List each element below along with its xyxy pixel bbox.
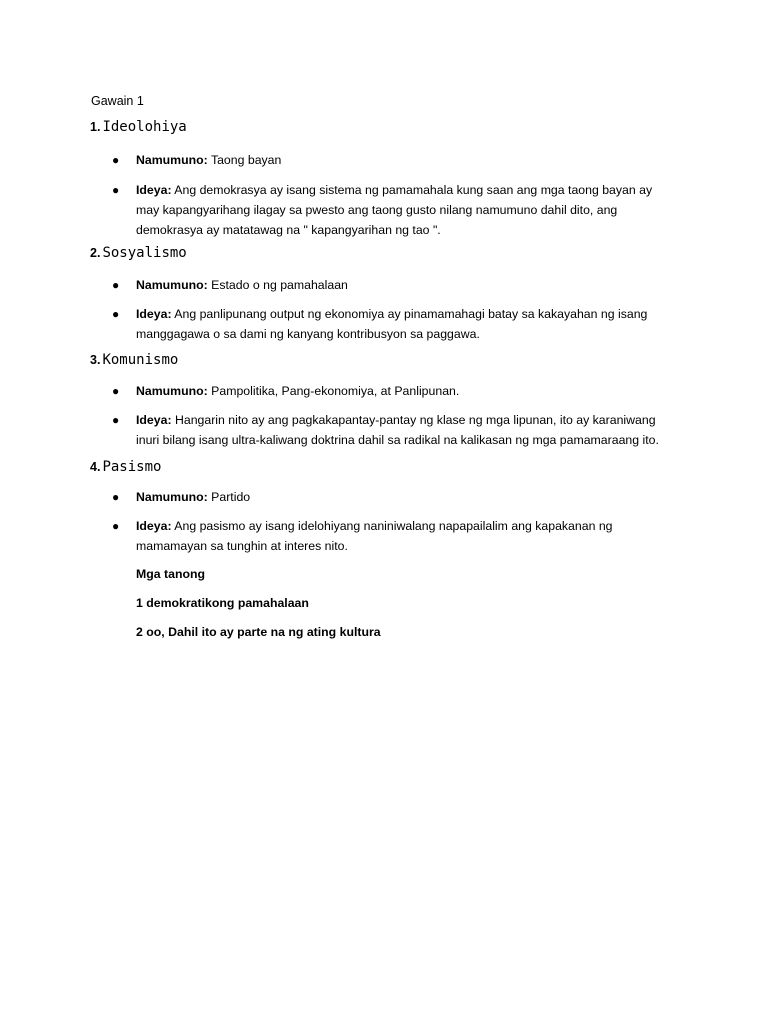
leader-item-1 bbox=[112, 150, 682, 170]
leader-item-4 bbox=[112, 487, 682, 507]
section-title: Pasismo bbox=[102, 459, 162, 475]
idea-item-2 bbox=[112, 304, 682, 344]
idea-line: Ang demokrasya ay isang sistema ng pamamahala kung saan ang mga taong bayan ay bbox=[174, 183, 653, 197]
idea-line: manggagawa o sa dami ng kanyang kontribusyon sa paggawa. bbox=[136, 327, 480, 341]
leader-text: Partido bbox=[211, 490, 251, 504]
leader-label: Namumuno: bbox=[136, 278, 208, 292]
section-heading-4 bbox=[90, 458, 161, 476]
idea-line: Ang panlipunang output ng ekonomiya ay pinamamahagi batay sa kakayahan ng isang bbox=[174, 307, 648, 321]
idea-line: inuri bilang isang ultra-kaliwang doktrina dahil sa radikal na kalikasan ng mga pamamaraang ito. bbox=[136, 433, 659, 447]
bullet-icon: ● bbox=[112, 413, 120, 427]
section-number: 3. bbox=[90, 353, 101, 367]
idea-line: mamamayan sa tunghin at interes nito. bbox=[136, 539, 348, 553]
leader-item-3 bbox=[112, 381, 682, 401]
bullet-icon: ● bbox=[112, 153, 120, 167]
section-heading-1 bbox=[90, 118, 187, 136]
answer-2: 2 oo, Dahil ito ay parte na ng ating kultura bbox=[136, 625, 381, 639]
section-title: Sosyalismo bbox=[102, 245, 187, 261]
bullet-icon: ● bbox=[112, 307, 120, 321]
idea-label: Ideya: bbox=[136, 307, 172, 321]
document-title: Gawain 1 bbox=[91, 94, 144, 108]
leader-text: Pampolitika, Pang-ekonomiya, at Panlipunan. bbox=[211, 384, 460, 398]
idea-line: may kapangyarihang ilagay sa pwesto ang taong gusto nilang namumuno dahil dito, ang bbox=[136, 203, 618, 217]
leader-label: Namumuno: bbox=[136, 153, 208, 167]
idea-label: Ideya: bbox=[136, 183, 172, 197]
bullet-icon: ● bbox=[112, 384, 120, 398]
idea-line: demokrasya ay matatawag na " kapangyarihan ng tao ". bbox=[136, 223, 441, 237]
bullet-icon: ● bbox=[112, 519, 120, 533]
leader-text: Taong bayan bbox=[210, 153, 282, 167]
section-number: 2. bbox=[90, 246, 101, 260]
idea-item-1 bbox=[112, 180, 682, 240]
bullet-icon: ● bbox=[112, 183, 120, 197]
idea-item-4 bbox=[112, 516, 682, 556]
idea-item-3 bbox=[112, 410, 682, 450]
leader-text: Estado o ng pamahalaan bbox=[211, 278, 348, 292]
questions-heading: Mga tanong bbox=[136, 567, 205, 581]
leader-item-2 bbox=[112, 275, 682, 295]
bullet-icon: ● bbox=[112, 490, 120, 504]
idea-label: Ideya: bbox=[136, 519, 172, 533]
section-number: 1. bbox=[90, 120, 101, 134]
idea-label: Ideya: bbox=[136, 413, 172, 427]
section-heading-2 bbox=[90, 244, 187, 262]
idea-line: Ang pasismo ay isang idelohiyang naniniwalang napapailalim ang kapakanan ng bbox=[174, 519, 613, 533]
section-title: Komunismo bbox=[102, 352, 179, 368]
section-number: 4. bbox=[90, 460, 101, 474]
leader-label: Namumuno: bbox=[136, 384, 208, 398]
section-heading-3 bbox=[90, 351, 178, 369]
answer-1: 1 demokratikong pamahalaan bbox=[136, 596, 309, 610]
bullet-icon: ● bbox=[112, 278, 120, 292]
section-title: Ideolohiya bbox=[102, 119, 187, 135]
leader-label: Namumuno: bbox=[136, 490, 208, 504]
idea-line: Hangarin nito ay ang pagkakapantay-pantay ng klase ng mga lipunan, ito ay karaniwang bbox=[174, 413, 656, 427]
